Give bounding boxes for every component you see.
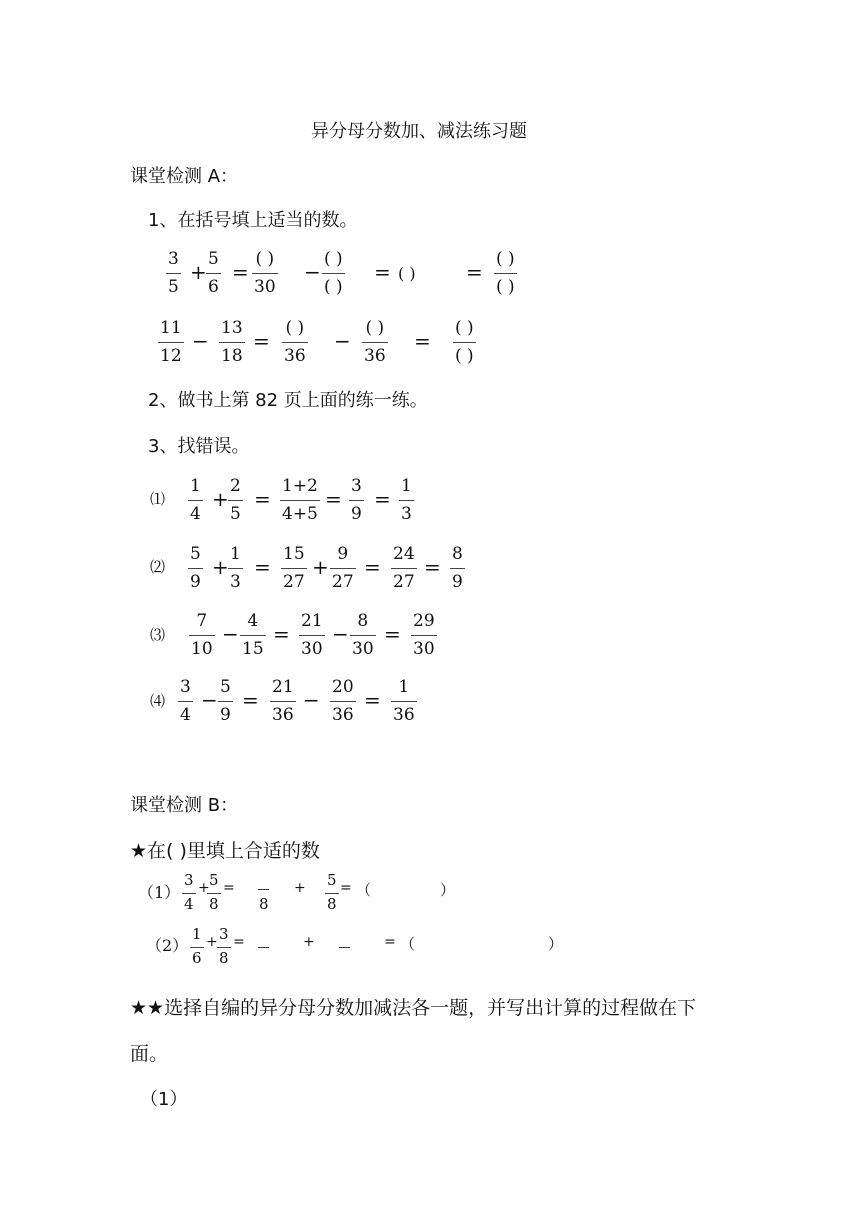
equals-sign: = (374, 487, 391, 511)
equals-sign: = (374, 260, 391, 284)
fraction: $\frac{1}{4}$ (190, 476, 201, 524)
page-title: 异分母分数加、减法练习题 (311, 121, 527, 142)
equals-sign: = (273, 622, 290, 646)
fraction: $\frac{9}{27}$ (332, 544, 354, 592)
fraction-blank: ( ) 36 (364, 318, 386, 366)
plus-operator: + (294, 880, 306, 896)
fraction: $\frac{5}{9}$ (220, 677, 231, 725)
answer-close-paren: ） (548, 935, 564, 953)
equals-sign: = (364, 688, 381, 712)
question-2-text: 2、做书上第 82 页上面的练一练。 (148, 390, 428, 411)
fraction: $\frac{24}{27}$ (393, 544, 415, 592)
plus-operator: + (312, 555, 329, 579)
minus-operator: − (304, 260, 321, 284)
item-label: （1） (138, 883, 181, 902)
star-task-1-text: ★在( )里填上合适的数 (130, 840, 320, 862)
section-a-heading: 课堂检测 A： (130, 166, 239, 187)
section-b-heading: 课堂检测 B： (130, 795, 239, 816)
fraction: $\frac{29}{30}$ (413, 611, 435, 659)
fraction: $\frac{21}{30}$ (301, 611, 323, 659)
equals-sign: = (384, 622, 401, 646)
fraction-blank: ( ) ( ) (496, 249, 515, 297)
fraction: $\frac{15}{27}$ (283, 544, 305, 592)
fraction-blank: ( ) ( ) (455, 318, 474, 366)
fraction: $\frac{3}{4}$ (180, 677, 191, 725)
fraction: $\frac{8}{9}$ (452, 544, 463, 592)
plus-operator: + (212, 555, 229, 579)
answer-open-paren: （ (356, 881, 372, 899)
fraction-blank-line (258, 947, 269, 948)
numerator-blank (258, 889, 269, 890)
minus-operator: − (222, 622, 239, 646)
fraction: $\frac{11}{12}$ (160, 318, 182, 366)
fraction: $\frac{1}{6}$ (192, 925, 202, 967)
fraction: $\frac{3}{5}$ (168, 249, 179, 297)
minus-operator: − (334, 329, 351, 353)
item-label: （2） (146, 936, 189, 955)
fraction-blank: ( ) 30 (254, 249, 276, 297)
fraction: $\frac{5}{8}$ (327, 871, 337, 913)
plus-operator: + (212, 487, 229, 511)
equals-sign: = (325, 487, 342, 511)
fraction: $\frac{13}{18}$ (221, 318, 243, 366)
item-label: ⑵ (150, 558, 166, 576)
fraction: $\frac{5}{9}$ (190, 544, 201, 592)
answer-close-paren: ） (440, 881, 456, 899)
minus-operator: − (201, 688, 218, 712)
denominator-text: 8 (259, 895, 269, 913)
item-label: ⑴ (150, 490, 166, 508)
equals-sign: = (232, 260, 249, 284)
fraction: $\frac{5}{8}$ (209, 871, 219, 913)
fraction: $\frac{20}{36}$ (332, 677, 354, 725)
star-task-2-line-2: 面。 (130, 1043, 169, 1065)
fraction: $\frac{2}{5}$ (230, 476, 241, 524)
star-task-2-line-1: ★★选择自编的异分母分数加减法各一题，并写出计算的过程做在下 (130, 997, 697, 1019)
fraction: $\frac{5}{6}$ (208, 249, 219, 297)
answer-blank: ( ) (398, 264, 416, 283)
fraction: $\frac{21}{36}$ (272, 677, 294, 725)
fraction: $\frac{4}{15}$ (242, 611, 264, 659)
question-3-text: 3、找错误。 (148, 436, 250, 457)
question-1-text: 1、在括号填上适当的数。 (148, 210, 358, 231)
fraction: $\frac{1+2}{4+5}$ (282, 476, 318, 524)
fraction: $\frac{1}{3}$ (401, 476, 412, 524)
equals-sign: = (253, 329, 270, 353)
equals-sign: = (223, 880, 235, 896)
equals-sign: = (340, 880, 352, 896)
equals-sign: = (414, 329, 431, 353)
fraction: $\frac{1}{36}$ (393, 677, 415, 725)
equals-sign: = (233, 934, 245, 950)
answer-open-paren: （ (400, 935, 416, 953)
item-label: ⑷ (150, 692, 166, 710)
minus-operator: − (332, 622, 349, 646)
equals-sign: = (242, 688, 259, 712)
fraction: $\frac{3}{4}$ (184, 871, 194, 913)
plus-operator: + (190, 260, 207, 284)
fraction-blank-line (339, 947, 350, 948)
fraction: $\frac{7}{10}$ (191, 611, 213, 659)
fraction-blank: ( ) 36 (284, 318, 306, 366)
equals-sign: = (466, 260, 483, 284)
minus-operator: − (192, 329, 209, 353)
equals-sign: = (254, 487, 271, 511)
fraction: $\frac{1}{3}$ (230, 544, 241, 592)
equals-sign: = (364, 555, 381, 579)
equals-sign: = (254, 555, 271, 579)
plus-operator: + (303, 934, 315, 950)
equals-sign: = (384, 934, 396, 950)
plus-operator: + (198, 880, 210, 896)
fraction: $\frac{3}{9}$ (351, 476, 362, 524)
answer-item-1-label: （1） (140, 1089, 188, 1110)
fraction-blank: ( ) ( ) (324, 249, 343, 297)
equals-sign: = (424, 555, 441, 579)
fraction: $\frac{3}{8}$ (219, 925, 229, 967)
minus-operator: − (303, 688, 320, 712)
fraction: $\frac{8}{30}$ (352, 611, 374, 659)
item-label: ⑶ (150, 626, 166, 644)
plus-operator: + (206, 934, 218, 950)
